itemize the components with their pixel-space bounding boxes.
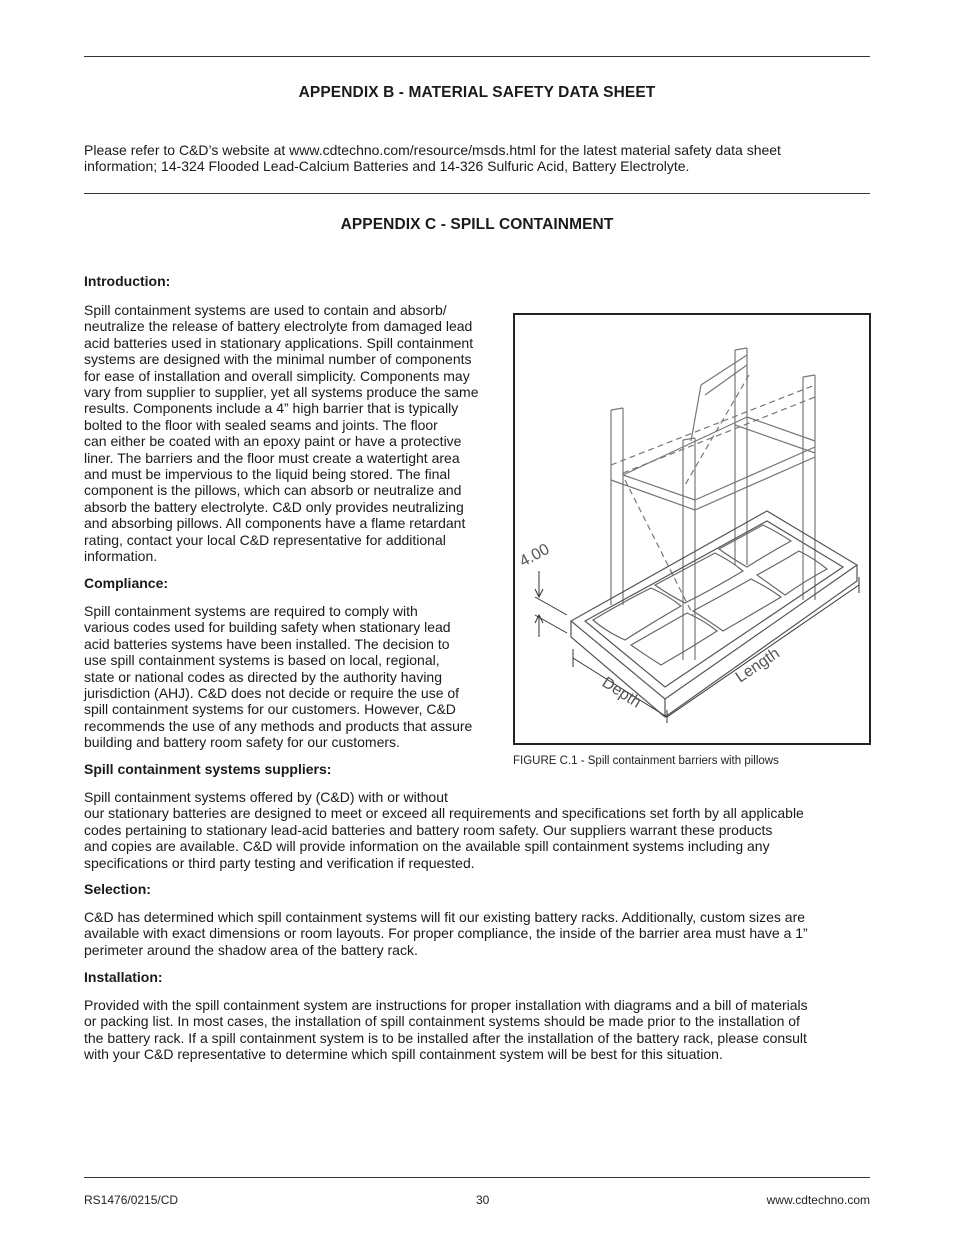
text-line: state or national codes as directed by the authority having <box>84 668 442 685</box>
suppliers-heading: Spill containment systems suppliers: <box>84 761 332 777</box>
text-line: neutralize the release of battery electrolyte from damaged lead <box>84 318 473 335</box>
compliance-body <box>84 603 472 751</box>
text-line: Provided with the spill containment system are instructions for proper installation with diagrams and a bill of materials <box>84 997 808 1013</box>
top-rule <box>84 56 870 57</box>
selection-heading: Selection: <box>84 881 151 897</box>
text-line: information; 14-324 Flooded Lead-Calcium Batteries and 14-326 Sulfuric Acid, Battery Electrolyte. <box>84 158 690 175</box>
footer-website: www.cdtechno.com <box>766 1193 870 1207</box>
introduction-body <box>84 302 479 565</box>
text-line: Spill containment systems offered by (C&D) with or without <box>84 789 448 805</box>
text-line: codes pertaining to stationary lead-acid batteries and battery room safety. Our suppliers warrant these products <box>84 821 773 838</box>
text-line: available with exact dimensions or room layouts. For proper compliance, the inside of the barrier area must have a 1” <box>84 925 808 942</box>
text-line: specifications or third party testing and verification if requested. <box>84 854 475 871</box>
text-line: Please refer to C&D’s website at www.cdtechno.com/resource/msds.html for the latest material safety data sheet <box>84 142 781 158</box>
text-line: spill containment systems for our customers. However, C&D <box>84 701 456 718</box>
footer-doc-id: RS1476/0215/CD <box>84 1193 179 1207</box>
text-line: and copies are available. C&D will provide information on the available spill containment systems including any <box>84 838 770 855</box>
text-line: for ease of installation and overall simplicity. Components may <box>84 367 470 384</box>
text-line: perimeter around the shadow area of the battery rack. <box>84 941 418 958</box>
appendix-c-title: APPENDIX C - SPILL CONTAINMENT <box>340 216 614 233</box>
text-line: jurisdiction (AHJ). C&D does not decide or require the use of <box>84 685 460 702</box>
selection-body <box>84 909 808 958</box>
text-line: or packing list. In most cases, the installation of spill containment systems should be made prior to the installation of <box>84 1013 800 1030</box>
length-label: Length <box>732 644 783 687</box>
figure-c1 <box>513 313 871 745</box>
appendix-b-body <box>84 142 781 175</box>
text-line: various codes used for building safety when stationary lead <box>84 619 451 636</box>
absorbent-pillows <box>593 525 827 665</box>
text-line: the battery rack. If a spill containment system is to be installed after the installation of the battery rack, please consult <box>84 1029 807 1046</box>
introduction-heading: Introduction: <box>84 273 171 289</box>
text-line: our stationary batteries are designed to meet or exceed all requirements and specifications set forth by all applicable <box>84 805 804 822</box>
text-line: acid batteries systems have been installed. The decision to <box>84 635 450 652</box>
text-line: Spill containment systems are used to contain and absorb/ <box>84 302 447 318</box>
text-line: with your C&D representative to determine which spill containment system will be best for this situation. <box>84 1046 723 1063</box>
text-line: information. <box>84 548 158 565</box>
text-line: liner. The barriers and the floor must create a watertight area <box>84 449 460 466</box>
text-line: use spill containment systems is based on local, regional, <box>84 652 440 669</box>
text-line: Spill containment systems are required to comply with <box>84 603 418 619</box>
text-line: acid batteries used in stationary applications. Spill containment <box>84 334 474 351</box>
suppliers-body <box>84 789 804 871</box>
text-line: absorb the battery electrolyte. C&D only provides neutralizing <box>84 498 464 515</box>
battery-rack-frame <box>611 348 815 660</box>
section-divider <box>84 193 870 194</box>
appendix-b-title: APPENDIX B - MATERIAL SAFETY DATA SHEET <box>298 84 656 101</box>
height-label: 4.00 <box>516 540 553 571</box>
text-line: recommends the use of any methods and products that assure <box>84 717 473 734</box>
text-line: systems are designed with the minimal number of components <box>84 351 472 368</box>
text-line: building and battery room safety for our customers. <box>84 734 400 751</box>
figure-caption: FIGURE C.1 - Spill containment barriers with pillows <box>513 755 779 767</box>
text-line: and must be impervious to the liquid being stored. The final <box>84 466 451 483</box>
depth-label: Depth <box>598 674 644 712</box>
text-line: can either be coated with an epoxy paint or have a protective <box>84 433 462 450</box>
text-line: bolted to the floor with sealed seams and joints. The floor <box>84 416 438 433</box>
text-line: C&D has determined which spill containment systems will fit our existing battery racks. Additionally, custom sizes are <box>84 909 806 925</box>
text-line: results. Components include a 4” high barrier that is typically <box>84 400 459 417</box>
footer-rule <box>84 1177 870 1178</box>
installation-heading: Installation: <box>84 969 163 985</box>
text-line: and absorbing pillows. All components have a flame retardant <box>84 515 466 532</box>
text-line: vary from supplier to supplier, yet all systems produce the same <box>84 384 479 401</box>
text-line: component is the pillows, which can absorb or neutralize and <box>84 482 462 499</box>
spill-containment-illustration <box>515 315 869 743</box>
installation-body <box>84 997 808 1063</box>
text-line: rating, contact your local C&D representative for additional <box>84 531 446 548</box>
compliance-heading: Compliance: <box>84 575 169 591</box>
footer-page-number: 30 <box>476 1193 490 1207</box>
